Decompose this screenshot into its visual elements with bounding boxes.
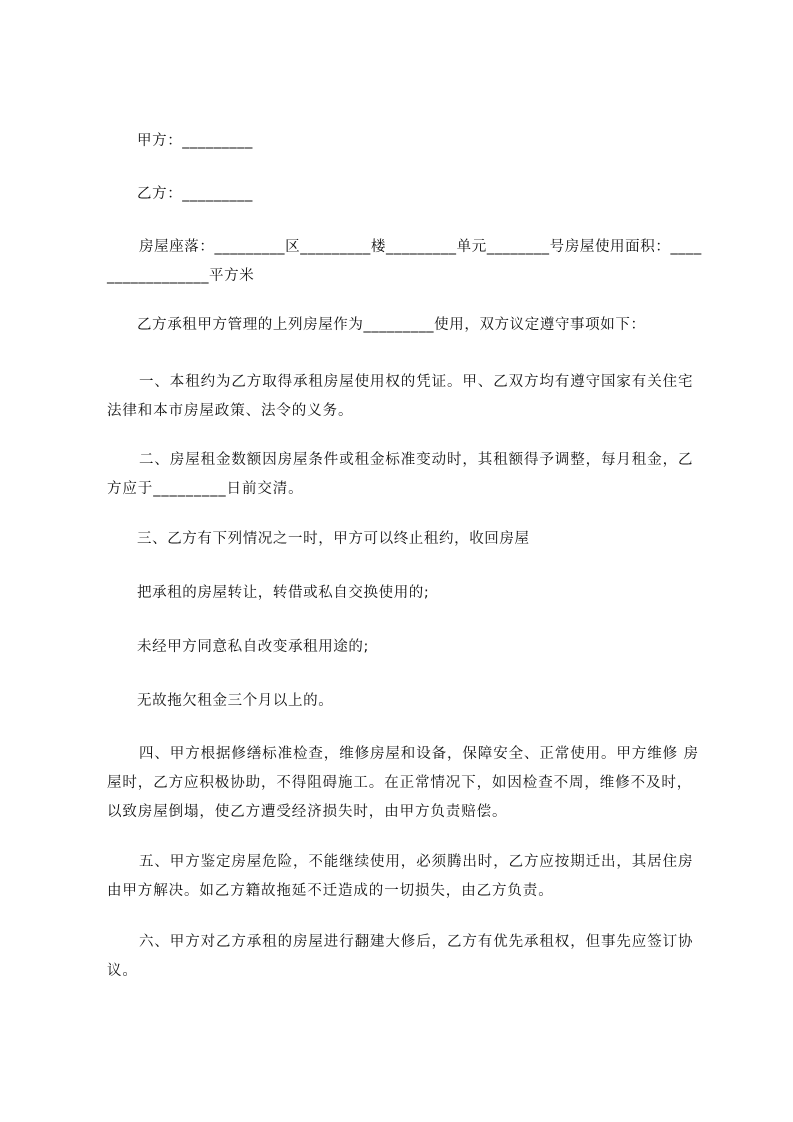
clause-3-item-1: 把承租的房屋转让，转借或私自交换使用的; (137, 585, 430, 601)
clause-4: 四、甲方根据修缮标准检查，维修房屋和设备，保障安全、正常使用。甲方维修 房屋时，乙方应积极协助，不得阻碍施工。在正常情况下，如因检查不周，维修不及时，以致房屋倒塌，使乙方遭受经济损失时，由甲方负责赔偿。 (107, 746, 699, 820)
clause-3-item-2: 未经甲方同意私自改变承租用途的; (137, 639, 369, 655)
clause-2: 二、房屋租金数额因房屋条件或租金标准变动时，其租额得予调整，每月租金，乙方应于_________日前交清。 (107, 452, 694, 497)
clause-6: 六、甲方对乙方承租的房屋进行翻建大修后，乙方有优先承租权，但事先应签订协议。 (107, 934, 694, 979)
clause-1: 一、本租约为乙方取得承租房屋使用权的凭证。甲、乙双方均有遵守国家有关住宅法律和本市房屋政策、法令的义务。 (107, 374, 694, 419)
location-line: 房屋座落：_________区_________楼_________单元________号房屋使用面积：_________________平方米 (107, 239, 702, 284)
party-a-line: 甲方：_________ (137, 133, 253, 149)
clause-5: 五、甲方鉴定房屋危险，不能继续使用，必须腾出时，乙方应按期迁出，其居住房由甲方解决。如乙方籍故拖延不迁造成的一切损失，由乙方负责。 (107, 854, 694, 899)
clause-3: 三、乙方有下列情况之一时，甲方可以终止租约，收回房屋 (137, 531, 530, 547)
clause-3-item-3: 无故拖欠租金三个月以上的。 (137, 693, 334, 709)
party-b-line: 乙方：_________ (137, 186, 253, 202)
intro-paragraph: 乙方承租甲方管理的上列房屋作为_________使用，双方议定遵守事项如下： (137, 317, 646, 333)
